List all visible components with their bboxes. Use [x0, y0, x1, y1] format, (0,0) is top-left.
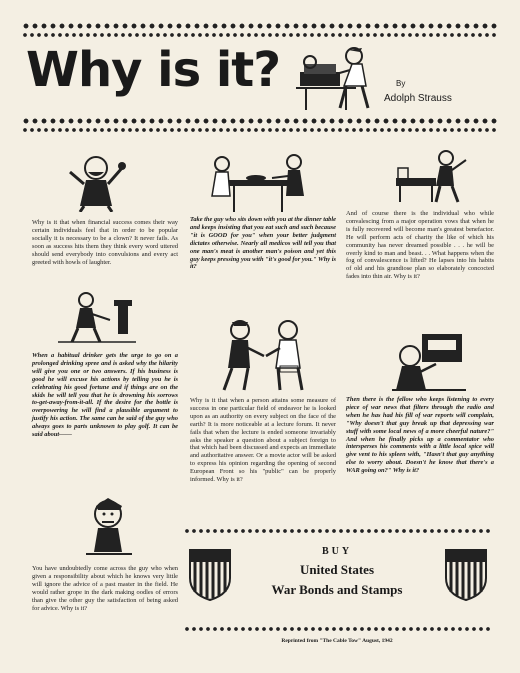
convalescent-man-illustration	[392, 148, 470, 204]
radio-listener-illustration	[392, 328, 466, 392]
bond-ad-buy: BUY	[321, 546, 353, 557]
paragraph-convalescence: And of course there is the individual who while convalescing from a major operation vows that when he is fully recovered will become man's greatest benefactor. He will perform acts of charity the like of which his community has never dreamed possible . . . he will be overly kind to man and beast. . . What happens when the fog of convalescence is lifted? He lapses into his habits of old and his grandiose plan so elaborately concocted fades into thin air. Why is it?	[346, 210, 494, 281]
bond-ad-bottom-border	[184, 626, 490, 632]
handshake-men-illustration	[220, 318, 310, 394]
stubborn-man-illustration	[80, 496, 138, 558]
paragraph-success-authority: Why is it that when a person attains some measure of success in one particular field of endeavor he is looked upon as an authority on every subject on the face of the earth? It is more noticeable at a lecture forum. It never fails that when the lecture is ended someone invariably asks the speaker a question about a subject foreign to that which had been discussed and expects an immediate and authoritative answer. Or a movie actor will be asked to express his opinion regarding the opening of second European Front so his "public" can be properly informed. Why is it?	[190, 397, 336, 484]
page-title: Why is it?	[26, 42, 281, 98]
top-border-inner	[22, 32, 498, 38]
bond-ad-line1: United States	[299, 562, 375, 577]
author-name: Adolph Strauss	[384, 93, 452, 104]
flag-shield-icon-left	[188, 548, 232, 602]
golfer-illustration	[58, 290, 136, 344]
header-divider	[22, 117, 498, 125]
typewriter-man-illustration	[296, 42, 380, 112]
byline-label: By	[396, 79, 406, 88]
dinner-table-illustration	[206, 152, 310, 214]
paragraph-responsibility: You have undoubtedly come across the guy who when given a responsibility about which he knows very little will ignore the advice of a past master in the field. He would rather grope in the dark making oodles of errors than give the other guy the satisfaction of being asked for advice. Why is it?	[32, 565, 178, 612]
paragraph-financial-success: Why is it that when financial success comes their way certain individuals feel that in order to be popular socially it is necessary to be a clown? It never fails. As soon as success hits them they think every word uttered should send everybody into convulsions and every act greeted with howls of laughter.	[32, 219, 178, 266]
bond-ad-line2: War Bonds and Stamps	[271, 582, 403, 597]
paragraph-war-news: Then there is the fellow who keeps listening to every piece of war news that filters through the radio and when he has had his fill of war reports will complain, "Why doesn't that guy break up that depressing war stuff with some local news of a more cheerful nature?" And when he finally picks up a commentator who intersperses his comments with a little local spice will give vent to his spleen with, "Hasn't that guy anything else to worry about. Doesn't he know that there's a WAR going on?" Why is it?	[346, 396, 494, 475]
flag-shield-icon-right	[444, 548, 488, 602]
paragraph-dinner-table: Take the guy who sits down with you at the dinner table and keeps insisting that you eat such and such because "it is GOOD for you" when your better judgment dictates otherwise. Nearly all medicos will tell you that one man's meat is another man's poison and yet this guy keeps pressing you with "it's good for you." Why is it?	[190, 216, 336, 271]
clown-man-illustration	[66, 150, 128, 212]
reprint-credit: Reprinted from "The Cable Tow" August, 1942	[281, 638, 393, 644]
header-divider-inner	[22, 127, 498, 133]
paragraph-habitual-drinker: When a habitual drinker gets the urge to go on a prolonged drinking spree and is asked why the hilarity will give you one or two answers. If his business is good he will excuse his actions by telling you he is celebrating his good fortune and if things are on the skids he will tell you that he is drowning his sorrows to-get-away-from-it-all. If the desire for the bottle is overpowering he will find a plausible argument to justify his action. The same can be said of the guy who always goes to parts unknown to play golf. It can be said about——	[32, 352, 178, 439]
top-border	[22, 22, 498, 30]
